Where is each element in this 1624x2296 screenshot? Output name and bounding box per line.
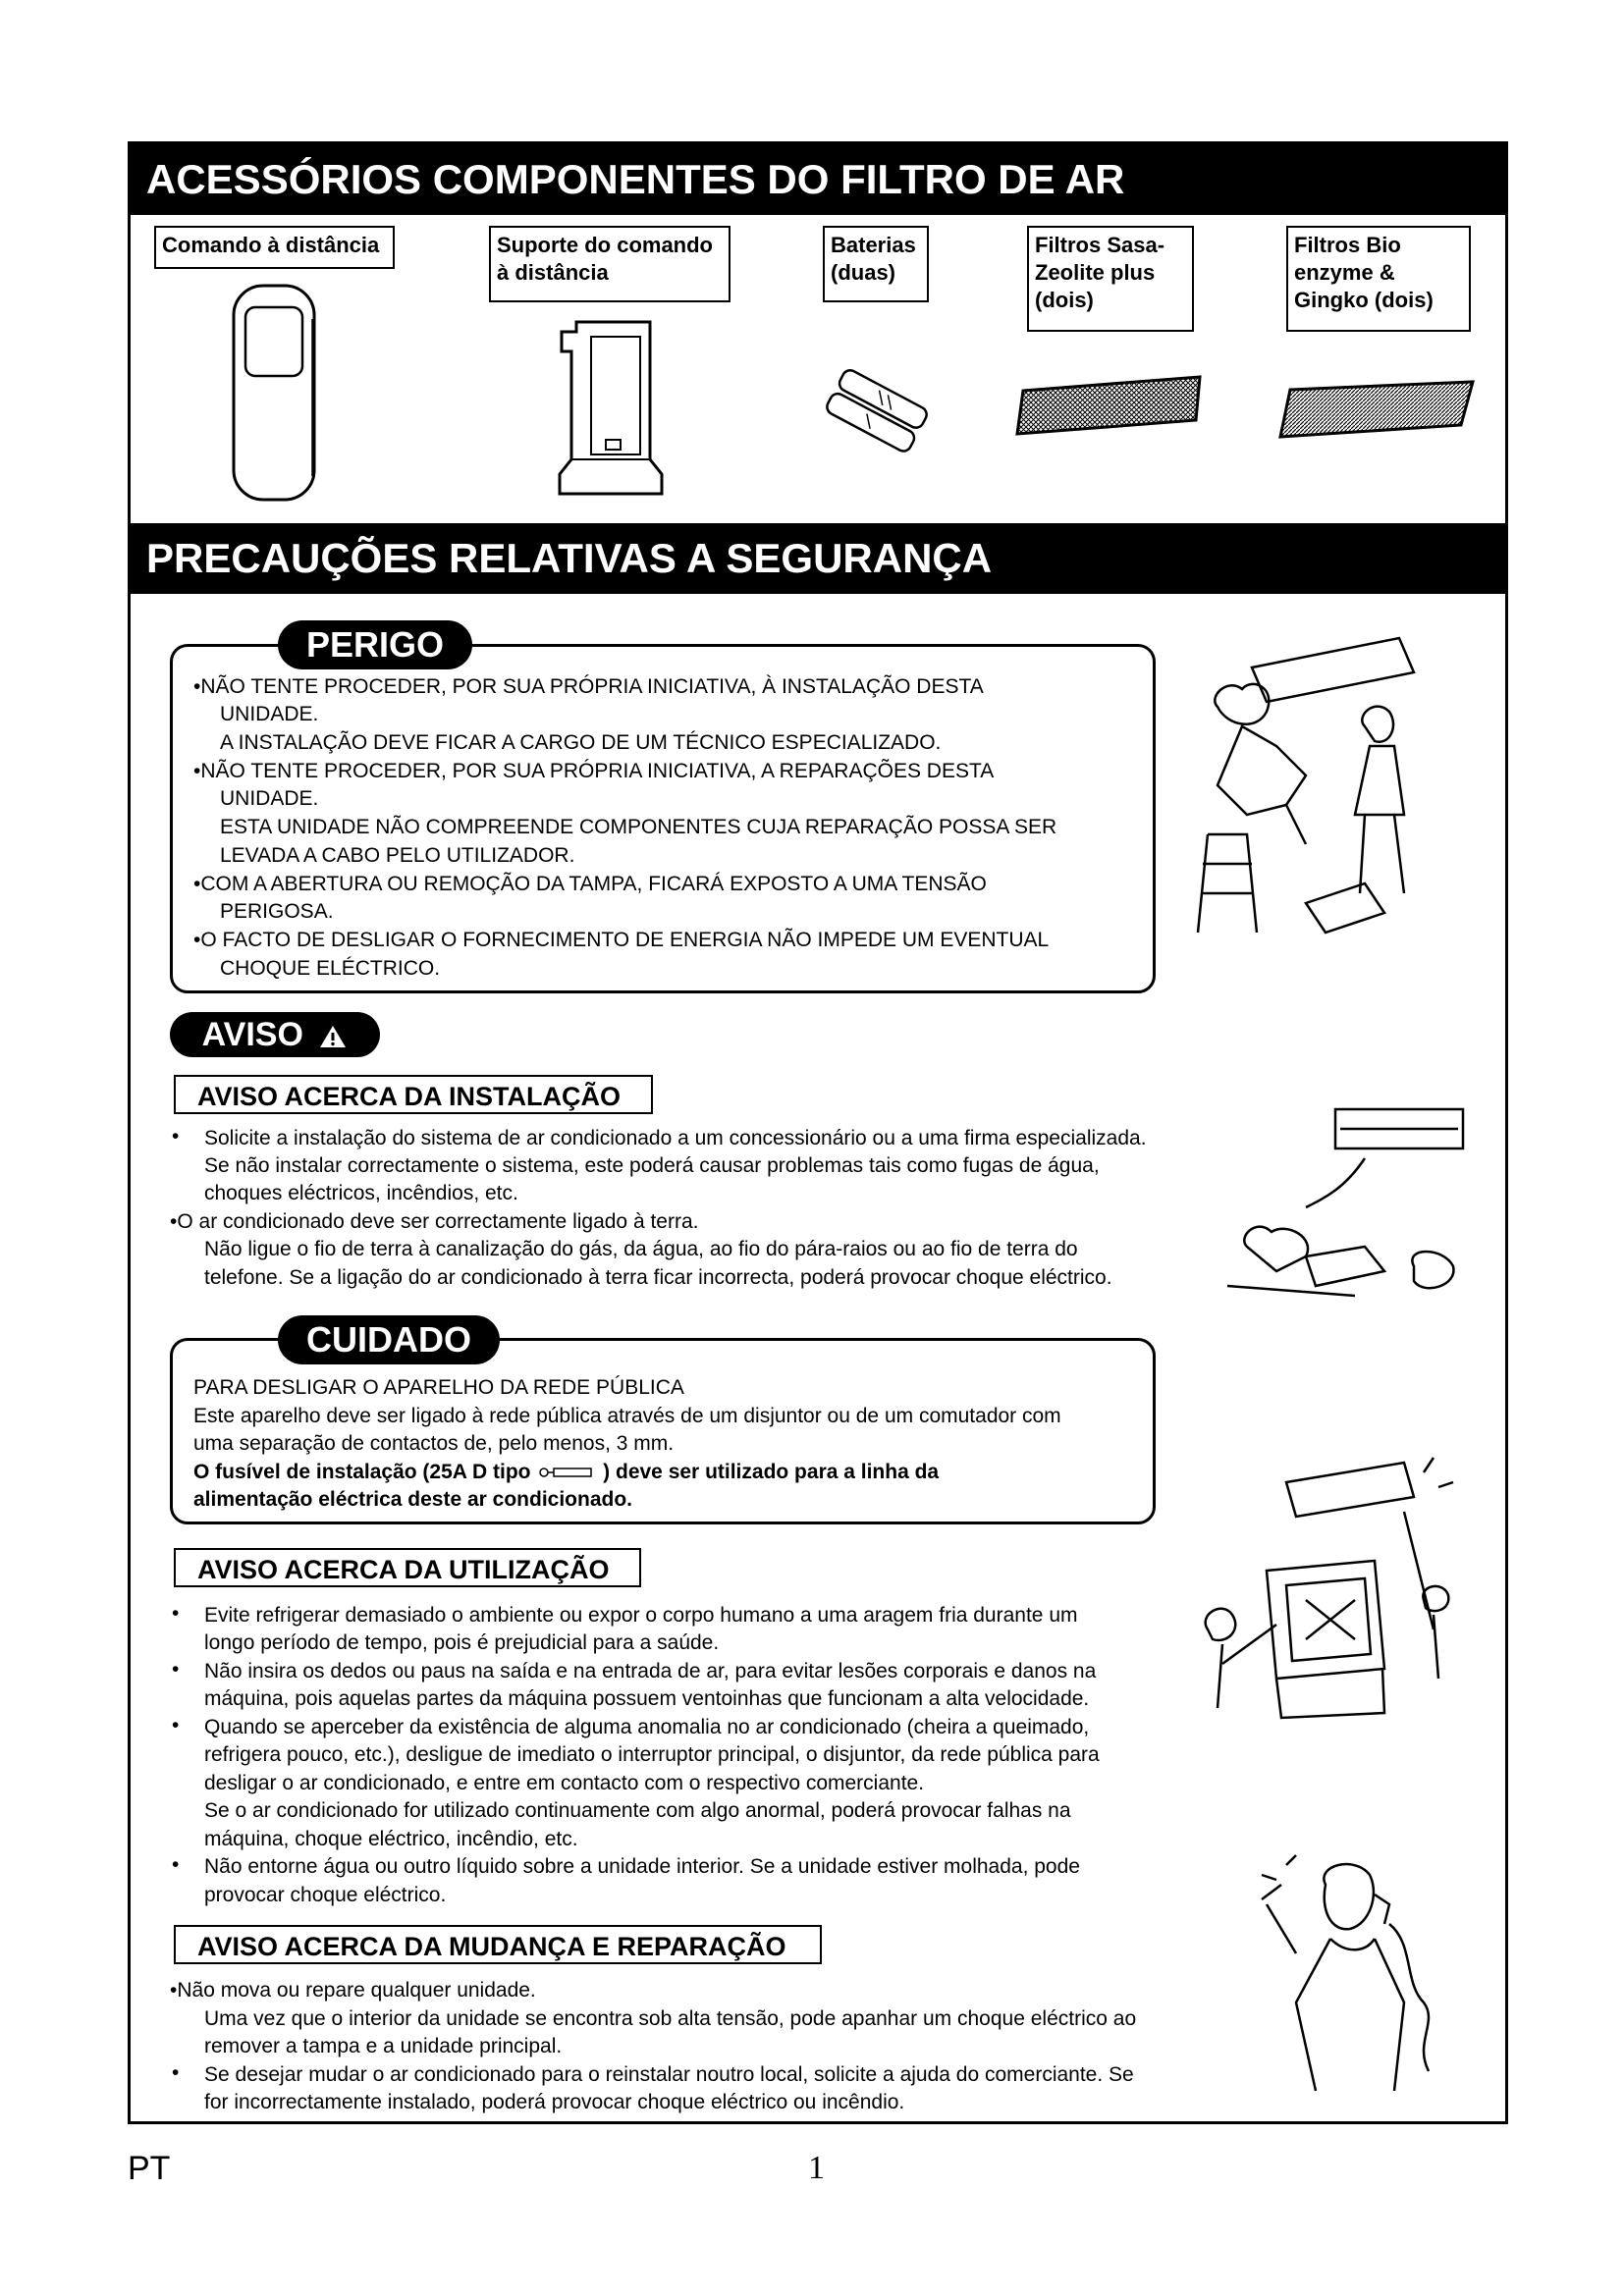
accessory-label-bio-enzyme-filters: Filtros Bio enzyme & Gingko (dois) — [1286, 226, 1471, 332]
utilizacao-line: Quando se aperceber da existência de alguma anomalia no ar condicionado (cheira a queimado, — [204, 1716, 1090, 1738]
cuidado-fuse-line — [193, 1459, 939, 1487]
footer-language: PT — [128, 2150, 171, 2187]
perigo-line: CHOQUE ELÉCTRICO. — [220, 957, 441, 980]
cuidado-fuse-text-b: ) deve ser utilizado para a linha da — [603, 1461, 940, 1483]
aviso-label — [170, 1012, 380, 1057]
perigo-line: A INSTALAÇÃO DEVE FICAR A CARGO DE UM TÉCNICO ESPECIALIZADO. — [220, 731, 942, 754]
batteries-illustration — [820, 363, 938, 461]
utilizacao-line: desligar o ar condicionado, e entre em contacto com o respectivo comerciante. — [204, 1772, 925, 1794]
mudanca-line: for incorrectamente instalado, poderá provocar choque eléctrico ou incêndio. — [204, 2091, 905, 2113]
perigo-line: •NÃO TENTE PROCEDER, POR SUA PRÓPRIA INICIATIVA, À INSTALAÇÃO DESTA — [193, 675, 984, 698]
accessory-label-remote: Comando à distância — [154, 226, 395, 269]
accessories-title: ACESSÓRIOS COMPONENTES DO FILTRO DE AR — [131, 144, 1505, 215]
accessory-label-batteries: Baterias (duas) — [823, 226, 929, 302]
accessory-label-remote-holder: Suporte do comando à distância — [489, 226, 731, 302]
bullet: • — [172, 1125, 180, 1148]
bullet: • — [172, 1658, 180, 1681]
utilizacao-line: longo período de tempo, pois é prejudicial para a saúde. — [204, 1631, 720, 1654]
cuidado-fuse-text-a: O fusível de instalação (25A D tipo — [193, 1461, 531, 1483]
instalacao-line: choques eléctricos, incêndios, etc. — [204, 1182, 518, 1204]
utilizacao-line: Não insira os dedos ou paus na saída e na entrada de ar, para evitar lesões corporais e danos na — [204, 1660, 1097, 1682]
kids-poking-ac-illustration — [1188, 1453, 1473, 1747]
cuidado-line: alimentação eléctrica deste ar condicionado. — [193, 1488, 632, 1511]
perigo-line: LEVADA A CABO PELO UTILIZADOR. — [220, 844, 575, 867]
utilizacao-line: máquina, pois aquelas partes da máquina possuem ventoinhas que funcionam a alta velocidade. — [204, 1687, 1090, 1710]
utilizacao-line: refrigera pouco, etc.), desligue de imediato o interruptor principal, o disjuntor, da rede pública para — [204, 1743, 1100, 1766]
utilizacao-line: máquina, choque eléctrico, incêndio, etc. — [204, 1828, 578, 1850]
mudanca-line: Uma vez que o interior da unidade se encontra sob alta tensão, pode apanhar um choque eléctrico ao — [204, 2007, 1137, 2030]
utilizacao-line: provocar choque eléctrico. — [204, 1884, 447, 1906]
accessory-label-sasa-zeolite-filters: Filtros Sasa- Zeolite plus (dois) — [1027, 226, 1194, 332]
instalacao-line: Solicite a instalação do sistema de ar condicionado a um concessionário ou a uma firma especializada. — [204, 1127, 1147, 1149]
footer-page-number: 1 — [808, 2150, 825, 2186]
perigo-line: PERIGOSA. — [220, 900, 334, 923]
technician-ladder-illustration — [1159, 618, 1453, 952]
bullet: • — [172, 1602, 180, 1625]
utilizacao-heading: AVISO ACERCA DA UTILIZAÇÃO — [174, 1548, 641, 1587]
instalacao-line: Não ligue o fio de terra à canalização do gás, da água, ao fio do pára-raios ou ao fio de terra do — [204, 1238, 1078, 1260]
warning-triangle-icon — [318, 1024, 348, 1049]
utilizacao-line: Se o ar condicionado for utilizado continuamente com algo anormal, poderá provocar falhas na — [204, 1799, 1071, 1822]
sleeping-under-ac-illustration — [1218, 1099, 1473, 1325]
aviso-text: AVISO — [201, 1016, 303, 1053]
bullet: • — [172, 2061, 180, 2084]
utilizacao-line: Evite refrigerar demasiado o ambiente ou expor o corpo humano a uma aragem fria durante um — [204, 1604, 1078, 1627]
perigo-line: •NÃO TENTE PROCEDER, POR SUA PRÓPRIA INICIATIVA, A REPARAÇÕES DESTA — [193, 760, 995, 782]
cuidado-line: uma separação de contactos de, pelo menos, 3 mm. — [193, 1432, 675, 1455]
sasa-zeolite-filter-illustration — [1011, 373, 1208, 442]
remote-holder-illustration — [552, 312, 670, 504]
fuse-icon — [538, 1465, 595, 1480]
perigo-line: UNIDADE. — [220, 703, 319, 725]
perigo-line: ESTA UNIDADE NÃO COMPREENDE COMPONENTES CUJA REPARAÇÃO POSSA SER — [220, 816, 1057, 838]
cuidado-line: Este aparelho deve ser ligado à rede pública através de um disjuntor ou de um comutador com — [193, 1405, 1061, 1427]
remote-control-illustration — [226, 280, 324, 506]
safety-title: PRECAUÇÕES RELATIVAS A SEGURANÇA — [131, 523, 1505, 594]
mudanca-line: Se desejar mudar o ar condicionado para o reinstalar noutro local, solicite a ajuda do comerciante. Se — [204, 2063, 1134, 2086]
cuidado-label: CUIDADO — [278, 1315, 500, 1364]
perigo-line: •COM A ABERTURA OU REMOÇÃO DA TAMPA, FICARÁ EXPOSTO A UMA TENSÃO — [193, 873, 987, 895]
mudanca-line: remover a tampa e a unidade principal. — [204, 2035, 563, 2057]
perigo-label: PERIGO — [278, 620, 472, 669]
instalacao-heading: AVISO ACERCA DA INSTALAÇÃO — [174, 1075, 653, 1114]
utilizacao-line: Não entorne água ou outro líquido sobre a unidade interior. Se a unidade estiver molhada, pode — [204, 1855, 1080, 1878]
instalacao-line: •O ar condicionado deve ser correctamente ligado à terra. — [170, 1210, 699, 1233]
mudanca-heading: AVISO ACERCA DA MUDANÇA E REPARAÇÃO — [174, 1925, 822, 1964]
bullet: • — [172, 1853, 180, 1876]
instalacao-line: telefone. Se a ligação do ar condicionado à terra ficar incorrecta, poderá provocar choque eléctrico. — [204, 1266, 1112, 1289]
perigo-line: UNIDADE. — [220, 787, 319, 810]
woman-on-phone-illustration — [1257, 1845, 1453, 2101]
bullet: • — [172, 1714, 180, 1736]
mudanca-line: •Não mova ou repare qualquer unidade. — [170, 1979, 536, 2002]
instalacao-line: Se não instalar correctamente o sistema, este poderá causar problemas tais como fugas de água, — [204, 1154, 1100, 1177]
bio-enzyme-filter-illustration — [1276, 378, 1478, 447]
cuidado-line: PARA DESLIGAR O APARELHO DA REDE PÚBLICA — [193, 1376, 684, 1399]
perigo-line: •O FACTO DE DESLIGAR O FORNECIMENTO DE ENERGIA NÃO IMPEDE UM EVENTUAL — [193, 929, 1050, 951]
